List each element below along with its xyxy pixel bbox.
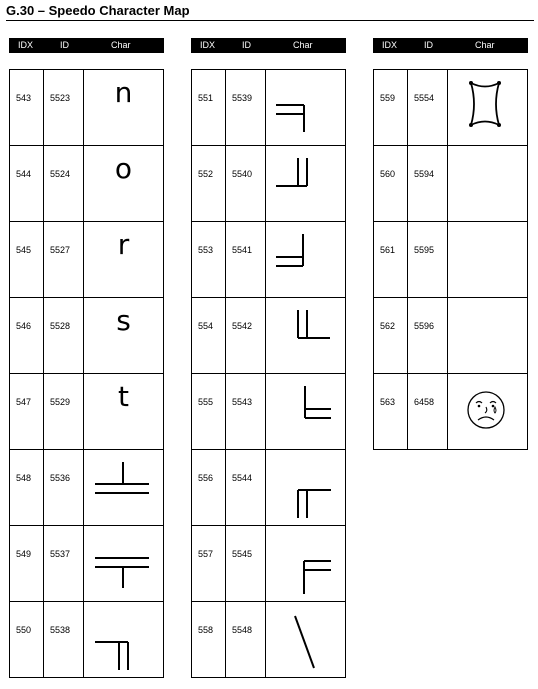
idx-cell: 552 <box>198 169 214 179</box>
table-row <box>192 70 346 146</box>
id-cell: 5539 <box>232 93 253 103</box>
column-header <box>373 38 528 53</box>
table-row <box>192 146 346 222</box>
char-map-column-2 <box>191 38 346 635</box>
table-row <box>192 526 346 602</box>
glyph-letter: r <box>117 228 130 261</box>
char-cell <box>266 222 346 298</box>
char-cell <box>266 70 346 146</box>
char-map-column-1 <box>9 38 164 635</box>
header-char: Char <box>475 40 495 50</box>
char-cell <box>448 222 528 298</box>
header-idx: IDX <box>382 40 398 50</box>
glyph-letter: o <box>114 152 133 185</box>
table-row <box>374 374 528 450</box>
idx-cell: 548 <box>16 473 32 483</box>
frowning-face-icon <box>448 374 527 449</box>
char-cell <box>448 146 528 222</box>
id-cell: 6458 <box>414 397 435 407</box>
char-table <box>373 69 528 450</box>
header-idx: IDX <box>200 40 216 50</box>
table-row <box>374 70 528 146</box>
header-char: Char <box>293 40 313 50</box>
box-drawing-icon <box>266 298 345 373</box>
header-id: ID <box>424 40 433 50</box>
header-char: Char <box>111 40 131 50</box>
char-cell <box>84 298 164 374</box>
id-cell: 5548 <box>232 625 253 635</box>
id-cell: 5595 <box>414 245 435 255</box>
char-cell <box>266 602 346 678</box>
concave-square-icon <box>448 70 527 145</box>
box-drawing-icon <box>84 602 163 677</box>
glyph-letter: s <box>116 304 131 337</box>
char-cell <box>448 298 528 374</box>
char-cell <box>266 374 346 450</box>
box-drawing-icon <box>84 526 163 601</box>
id-cell: 5524 <box>50 169 71 179</box>
box-drawing-icon <box>266 70 345 145</box>
id-cell: 5538 <box>50 625 71 635</box>
table-row <box>10 70 164 146</box>
idx-cell: 560 <box>380 169 396 179</box>
table-row <box>374 146 528 222</box>
box-drawing-icon <box>266 450 345 525</box>
idx-cell: 558 <box>198 625 214 635</box>
char-cell <box>266 298 346 374</box>
id-cell: 5594 <box>414 169 435 179</box>
diagonal-line-icon <box>266 602 345 677</box>
id-cell: 5542 <box>232 321 253 331</box>
glyph-letter: n <box>114 76 133 109</box>
idx-cell: 559 <box>380 93 396 103</box>
char-table <box>9 69 164 678</box>
glyph-letter: t <box>118 380 129 413</box>
table-row <box>10 602 164 678</box>
table-row <box>10 526 164 602</box>
idx-cell: 561 <box>380 245 396 255</box>
box-drawing-icon <box>266 374 345 449</box>
idx-cell: 543 <box>16 93 32 103</box>
char-table <box>191 69 346 678</box>
id-cell: 5529 <box>50 397 71 407</box>
id-cell: 5537 <box>50 549 71 559</box>
box-drawing-icon <box>266 222 345 297</box>
table-row <box>192 298 346 374</box>
idx-cell: 546 <box>16 321 32 331</box>
id-cell: 5543 <box>232 397 253 407</box>
id-cell: 5541 <box>232 245 253 255</box>
idx-cell: 557 <box>198 549 214 559</box>
idx-cell: 547 <box>16 397 32 407</box>
table-row <box>10 298 164 374</box>
char-cell <box>84 146 164 222</box>
id-cell: 5528 <box>50 321 71 331</box>
idx-cell: 550 <box>16 625 32 635</box>
char-cell <box>84 70 164 146</box>
idx-cell: 544 <box>16 169 32 179</box>
id-cell: 5523 <box>50 93 71 103</box>
char-cell <box>266 146 346 222</box>
table-row <box>10 450 164 526</box>
page-title: G.30 – Speedo Character Map <box>6 3 190 18</box>
char-cell <box>266 526 346 602</box>
header-idx: IDX <box>18 40 34 50</box>
id-cell: 5527 <box>50 245 71 255</box>
header-id: ID <box>60 40 69 50</box>
idx-cell: 549 <box>16 549 32 559</box>
char-cell <box>448 70 528 146</box>
column-header <box>9 38 164 53</box>
char-cell <box>84 222 164 298</box>
idx-cell: 563 <box>380 397 396 407</box>
char-cell <box>84 450 164 526</box>
idx-cell: 553 <box>198 245 214 255</box>
box-drawing-icon <box>266 146 345 221</box>
box-drawing-icon <box>266 526 345 601</box>
box-drawing-icon <box>84 450 163 525</box>
idx-cell: 555 <box>198 397 214 407</box>
id-cell: 5554 <box>414 93 435 103</box>
char-cell <box>84 602 164 678</box>
id-cell: 5540 <box>232 169 253 179</box>
char-map-column-3 <box>373 38 528 407</box>
char-cell <box>84 526 164 602</box>
table-row <box>192 374 346 450</box>
char-cell <box>266 450 346 526</box>
id-cell: 5536 <box>50 473 71 483</box>
idx-cell: 551 <box>198 93 214 103</box>
id-cell: 5545 <box>232 549 253 559</box>
id-cell: 5544 <box>232 473 253 483</box>
id-cell: 5596 <box>414 321 435 331</box>
table-row <box>374 222 528 298</box>
table-row <box>192 602 346 678</box>
table-row <box>374 298 528 374</box>
header-id: ID <box>242 40 251 50</box>
idx-cell: 562 <box>380 321 396 331</box>
idx-cell: 554 <box>198 321 214 331</box>
table-row <box>10 222 164 298</box>
table-row <box>10 374 164 450</box>
table-row <box>192 222 346 298</box>
table-row <box>10 146 164 222</box>
char-cell <box>84 374 164 450</box>
column-header <box>191 38 346 53</box>
table-row <box>192 450 346 526</box>
idx-cell: 556 <box>198 473 214 483</box>
idx-cell: 545 <box>16 245 32 255</box>
char-cell <box>448 374 528 450</box>
title-rule <box>6 20 534 21</box>
